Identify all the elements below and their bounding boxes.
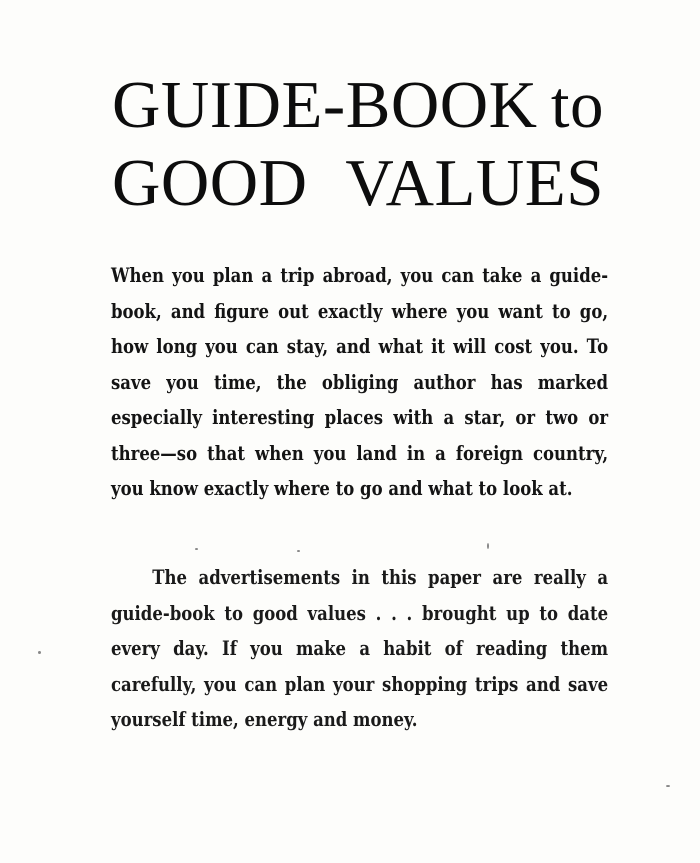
headline-word-to: to [550, 68, 604, 142]
headline-word-good: GOOD [112, 146, 308, 220]
paragraph-1: When you plan a trip abroad, you can take a guide-book, and figure out exactly where you want to go, how long you can stay, and what it will cost you. To save you time, the obliging author has marked especially interesting places with a star, or two or three—so that when you land in a foreign country, you know exactly where to go and what to look at. [111, 264, 609, 500]
paragraph-2 [111, 560, 608, 738]
scan-speck [487, 543, 489, 549]
scan-speck [666, 785, 670, 787]
headline [112, 66, 612, 222]
headline-word-guide-book: GUIDE-BOOK [112, 68, 538, 142]
headline-line-1 [112, 66, 604, 144]
headline-line-2 [112, 144, 604, 222]
scan-speck [38, 651, 41, 654]
scan-speck [297, 550, 300, 552]
headline-word-values: VALUES [345, 146, 604, 220]
paragraph-2-text: The advertisements in this paper are really a guide-book to good values . . . brought up to date every day. If you make a habit of reading them carefully, you can plan your shopping trips and save yourself time, energy and money. [111, 566, 609, 731]
scan-speck [195, 548, 198, 550]
